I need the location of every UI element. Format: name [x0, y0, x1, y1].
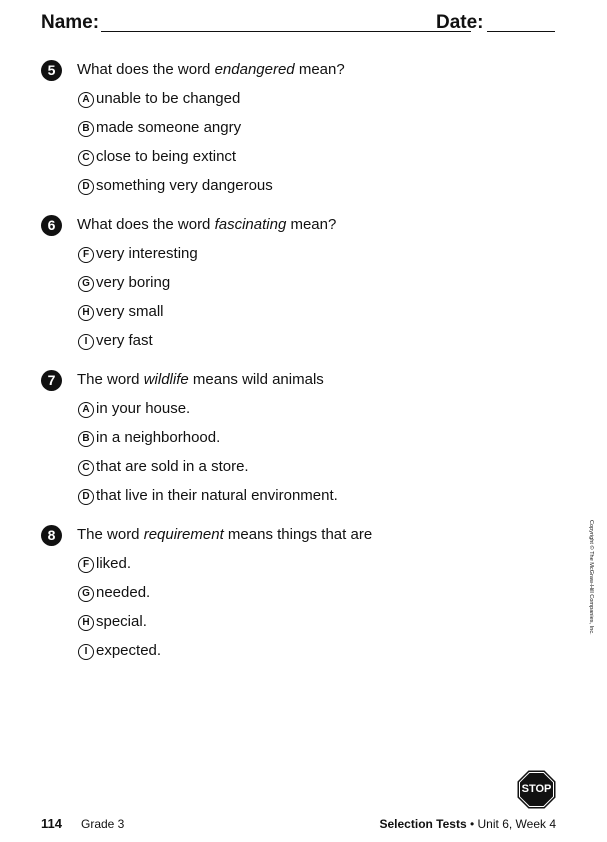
answer-text: liked.: [96, 555, 132, 572]
question-number-badge: 7: [41, 370, 62, 391]
answer-bubble[interactable]: A: [78, 92, 94, 108]
answer-bubble[interactable]: C: [78, 150, 94, 166]
stop-sign-icon: [517, 770, 556, 809]
answer-option[interactable]: [78, 400, 190, 418]
question-suffix: mean?: [294, 61, 345, 78]
answer-bubble[interactable]: I: [78, 334, 94, 350]
answer-bubble[interactable]: H: [78, 305, 94, 321]
answer-option[interactable]: [78, 245, 198, 263]
question-suffix: mean?: [286, 216, 337, 233]
question-number-badge: 8: [41, 525, 62, 546]
answer-bubble[interactable]: D: [78, 179, 94, 195]
answer-option[interactable]: [78, 303, 164, 321]
question-prefix: The word: [77, 526, 144, 543]
date-field-line[interactable]: [487, 31, 555, 32]
answer-text: that live in their natural environment.: [96, 487, 338, 504]
answer-bubble[interactable]: G: [78, 276, 94, 292]
answer-option[interactable]: [78, 487, 338, 505]
answer-bubble[interactable]: F: [78, 247, 94, 263]
question-term: requirement: [143, 526, 224, 543]
question-text: [77, 371, 324, 388]
question-suffix: means things that are: [223, 526, 373, 543]
answer-option[interactable]: [78, 119, 241, 137]
answer-text: special.: [96, 613, 147, 630]
answer-text: in a neighborhood.: [96, 429, 221, 446]
answer-text: very boring: [96, 274, 171, 291]
question-text: [77, 526, 372, 543]
question-suffix: means wild animals: [188, 371, 324, 388]
question-text: [77, 216, 336, 233]
answer-bubble[interactable]: B: [78, 121, 94, 137]
answer-option[interactable]: [78, 274, 170, 292]
answer-option[interactable]: [78, 613, 147, 631]
answer-option[interactable]: [78, 177, 273, 195]
answer-text: in your house.: [96, 400, 191, 417]
date-label: Date:: [436, 12, 484, 33]
answer-text: made someone angry: [96, 119, 242, 136]
copyright-notice: [586, 520, 594, 652]
question-text: [77, 61, 345, 78]
unit-label: Unit 6, Week 4: [477, 817, 556, 831]
answer-text: that are sold in a store.: [96, 458, 249, 475]
answer-text: needed.: [96, 584, 151, 601]
test-info: [380, 817, 557, 831]
question-term: wildlife: [143, 371, 189, 388]
answer-text: close to being extinct: [96, 148, 237, 165]
answer-option[interactable]: [78, 90, 240, 108]
answer-option[interactable]: [78, 584, 150, 602]
stop-label: STOP: [521, 783, 552, 795]
answer-bubble[interactable]: C: [78, 460, 94, 476]
grade-label: Grade 3: [81, 817, 125, 831]
answer-bubble[interactable]: D: [78, 489, 94, 505]
question-prefix: The word: [77, 371, 144, 388]
page-number: 114: [41, 816, 62, 831]
answer-text: very small: [96, 303, 164, 320]
answer-text: very fast: [96, 332, 153, 349]
answer-text: expected.: [96, 642, 162, 659]
answer-bubble[interactable]: H: [78, 615, 94, 631]
answer-option[interactable]: [78, 148, 236, 166]
answer-option[interactable]: [78, 458, 249, 476]
answer-option[interactable]: [78, 642, 161, 660]
answer-bubble[interactable]: B: [78, 431, 94, 447]
answer-bubble[interactable]: F: [78, 557, 94, 573]
name-field-line[interactable]: [101, 31, 471, 32]
question-prefix: What does the word: [77, 61, 215, 78]
answer-bubble[interactable]: G: [78, 586, 94, 602]
answer-bubble[interactable]: I: [78, 644, 94, 660]
answer-option[interactable]: [78, 555, 131, 573]
answer-option[interactable]: [78, 429, 220, 447]
answer-option[interactable]: [78, 332, 153, 350]
bullet-separator: •: [466, 817, 478, 831]
name-label: Name:: [41, 12, 100, 33]
question-number-badge: 5: [41, 60, 62, 81]
question-prefix: What does the word: [77, 216, 215, 233]
answer-bubble[interactable]: A: [78, 402, 94, 418]
question-term: fascinating: [214, 216, 287, 233]
answer-text: something very dangerous: [96, 177, 273, 194]
name-date-header: [41, 12, 555, 36]
question-number-badge: 6: [41, 215, 62, 236]
series-title: Selection Tests: [379, 817, 467, 831]
answer-text: unable to be changed: [96, 90, 241, 107]
copyright-text: Copyright © The McGraw-Hill Companies, Inc.: [588, 520, 594, 635]
question-term: endangered: [214, 61, 295, 78]
answer-text: very interesting: [96, 245, 198, 262]
